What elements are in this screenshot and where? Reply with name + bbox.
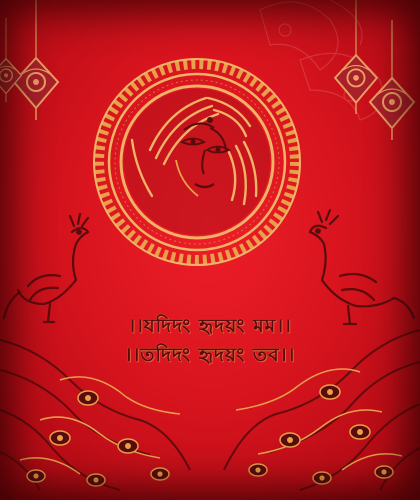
hanging-lantern-icon [0,18,21,102]
hanging-lantern-icon [14,0,58,120]
verse-line-2: ।।তদিদং হৃদয়ং তব।। [124,344,296,366]
peacock-icon [310,210,414,324]
peacock-icon [4,214,88,322]
hanging-lantern-icon [370,20,414,140]
verse-line-1: ।।যদিদং হৃদয়ং মম।। [128,315,292,337]
bride-face-medallion-icon [94,59,300,265]
